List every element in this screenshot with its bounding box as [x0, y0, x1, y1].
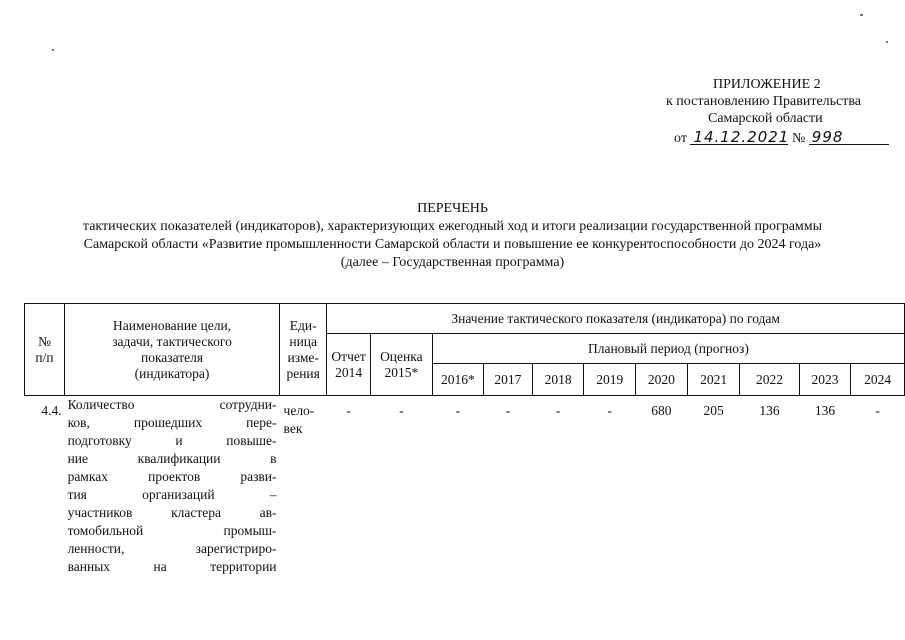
number-prefix: №: [791, 131, 806, 146]
value-cell: 680: [651, 403, 672, 418]
indicators-table: [24, 303, 905, 576]
header-year: 2019: [584, 364, 636, 396]
header-num: № п/п: [25, 304, 65, 396]
title-line-1: тактических показателей (индикаторов), характеризующих ежегодный ход и итоги реализации государственной программы: [82, 219, 823, 234]
appendix-label: ПРИЛОЖЕНИЕ 2: [713, 77, 821, 92]
header-year: 2024: [851, 364, 905, 396]
header-unit: Еди- ница изме- рения: [280, 304, 327, 396]
value-cell: 205: [703, 403, 724, 418]
table-row: [25, 396, 905, 577]
header-estimate: Оценка 2015*: [370, 334, 432, 396]
title-line-2: Самарской области «Развитие промышленности Самарской области и повышение ее конкурентоспособности до 2024 года»: [83, 237, 822, 252]
header-report: Отчет 2014: [327, 334, 371, 396]
handwritten-number: 998: [809, 130, 889, 145]
header-planned-group: Плановый период (прогноз): [432, 334, 904, 364]
handwritten-date: 14.12.2021: [690, 130, 788, 145]
appendix-date-line: [674, 130, 889, 147]
header-value-group: Значение тактического показателя (индикатора) по годам: [327, 304, 905, 334]
value-cell: -: [399, 403, 404, 418]
title-heading: ПЕРЕЧЕНЬ: [417, 201, 488, 216]
header-year: 2020: [636, 364, 688, 396]
scan-speck: [860, 14, 863, 16]
row-name: Количество сотрудни- ков, прошедших пере- подготовку и повыше- ние квалификации в рамках проектов разви- тия организаций – участников кластера ав- томобильной промыш- ленности, зарегистриро- ванных на территории: [67, 397, 277, 574]
value-cell: 136: [814, 403, 836, 418]
header-year: 2018: [532, 364, 584, 396]
scan-speck: [52, 49, 54, 51]
header-year: 2017: [483, 364, 532, 396]
row-unit: чело- век: [283, 403, 315, 436]
value-cell: -: [555, 403, 561, 418]
value-cell: -: [346, 403, 351, 418]
value-cell: -: [505, 403, 511, 418]
header-year: 2022: [740, 364, 799, 396]
appendix-region: Самарской области: [708, 111, 823, 126]
header-year: 2016*: [432, 364, 483, 396]
appendix-decree: к постановлению Правительства: [666, 94, 862, 109]
value-cell: 136: [759, 403, 780, 418]
header-name: Наименование цели, задачи, тактического показателя (индикатора): [65, 304, 280, 396]
value-cell: -: [875, 403, 880, 418]
document-title: [0, 200, 905, 272]
value-cell: -: [455, 403, 461, 418]
title-line-3: (далее – Государственная программа): [340, 255, 565, 270]
row-num: 4.4.: [41, 403, 62, 418]
scan-speck: [886, 41, 888, 43]
header-year: 2021: [687, 364, 740, 396]
date-prefix: от: [674, 131, 687, 146]
header-year: 2023: [799, 364, 851, 396]
value-cell: -: [607, 403, 612, 418]
